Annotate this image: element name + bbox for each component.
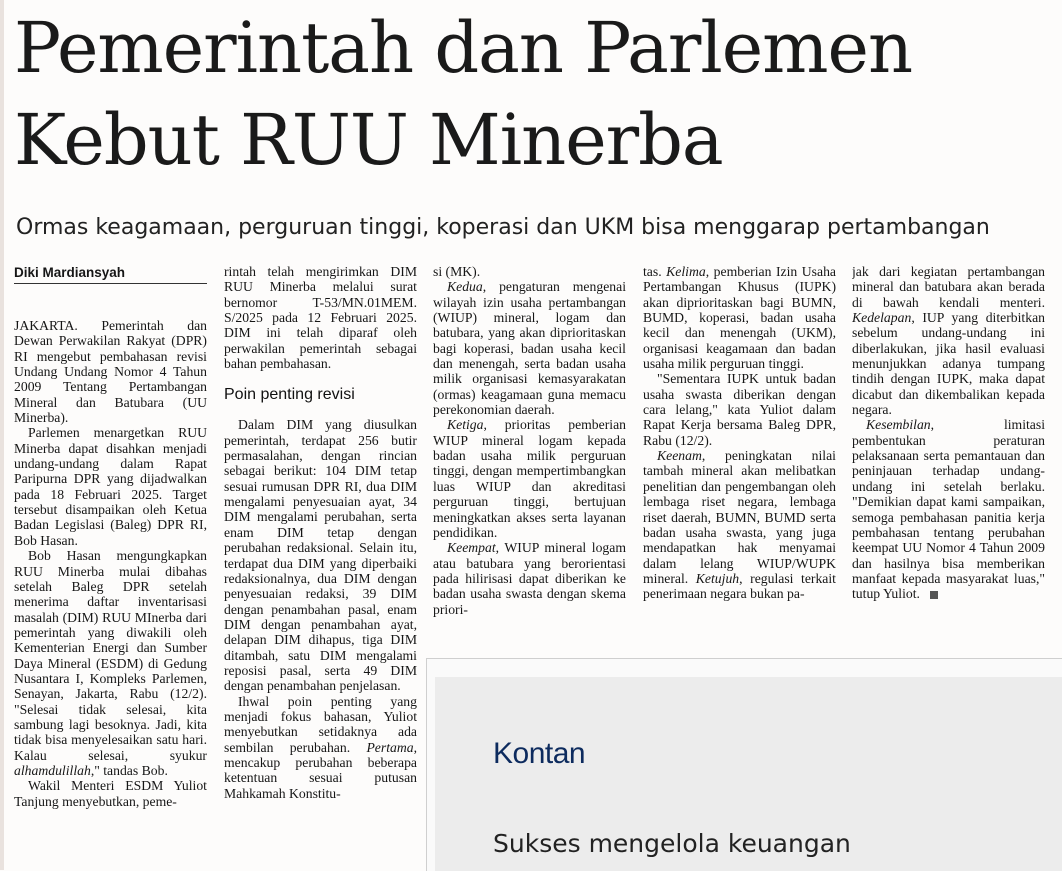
ad-panel: [435, 677, 1062, 871]
paragraph: JAKARTA. Pemerintah dan Dewan Perwakilan Rakyat (DPR) RI mengebut pembahasan revisi Undang Undang Nomor 4 Tahun 2009 Tentang Pertambangan Mineral dan Batubara (UU Minerba).: [14, 318, 207, 426]
subheadline: Ormas keagamaan, perguruan tinggi, koperasi dan UKM bisa menggarap pertambangan: [16, 215, 990, 240]
text-run: tas.: [643, 264, 667, 279]
italic-term: Ketiga: [447, 417, 484, 433]
headline: [14, 2, 1054, 186]
italic-term: Ketujuh: [695, 570, 740, 586]
paragraph: Wakil Menteri ESDM Yuliot Tanjung menyebutkan, peme-: [14, 778, 207, 809]
headline-line-2: Kebut RUU Minerba: [14, 99, 723, 181]
italic-term: Kedua: [447, 279, 483, 295]
italic-term: Kelima: [666, 264, 706, 279]
paragraph: si (MK).: [433, 264, 481, 279]
text-run: Bob Hasan mengungkapkan RUU Minerba mulai dibahas setelah Baleg DPR setelah menerima daftar inventarisasi masalah (DIM) RUU MInerba dari pemerintah yang diwakili oleh Kementerian Energi dan Sumber Daya Mineral (ESDM) di Gedung Nusantara I, Kompleks Parlemen, Senayan, Jakarta, Rabu (12/2). "Selesai tidak selesai, kita sambung lagi besoknya. Jadi, kita tidak bisa menyelesaikan satu hari. Kalau selesai, syukur: [14, 548, 207, 763]
text-run: , IUP yang diterbitkan sebelum undang-undang ini diberlakukan, jika hasil evaluasi menunjukkan adanya tumpang tindih dengan IUPK, maka dapat dicabut dan dikembalikan kepada negara.: [852, 310, 1045, 418]
paragraph: Parlemen menargetkan RUU Minerba dapat disahkan menjadi undang-undang dalam Rapat Paripurna DPR yang dijadwalkan pada 18 Februari 2025. Target tersebut disampaikan oleh Ketua Badan Legislasi (Baleg) DPR RI, Bob Hasan.: [14, 425, 207, 548]
italic-term: Pertama: [366, 739, 414, 755]
paragraph: "Sementara IUPK untuk badan usaha swasta diberikan dengan cara lelang," kata Yuliot dalam Rapat Kerja bersama Baleg DPR, Rabu (12/2).: [643, 371, 836, 448]
text-run: , WIUP mineral logam atau batubara yang berorientasi pada hilirisasi dapat diberikan ke badan usaha swasta dengan skema priori-: [433, 540, 626, 617]
paragraph: [643, 264, 836, 371]
article-column-1: [14, 264, 207, 870]
italic-term: Kesembilan: [866, 417, 931, 433]
paragraph: [433, 417, 626, 540]
italic-term: Kedelapan: [852, 310, 912, 326]
paragraph: [433, 540, 626, 617]
text-run: Ihwal poin penting yang menjadi fokus bahasan, Yuliot menyebutkan setidaknya ada sembilan perubahan.: [224, 693, 417, 755]
paragraph: [433, 279, 626, 417]
kontan-logo: Kontan: [493, 737, 586, 770]
text-run: , mencakup perubahan beberapa ketentuan sesuai putusan Mahkamah Konstitu-: [224, 739, 417, 801]
paragraph: [852, 417, 1045, 601]
ad-tagline: Sukses mengelola keuangan: [493, 829, 851, 858]
paragraph: [643, 448, 836, 601]
byline: Diki Mardiansyah: [14, 264, 207, 284]
paragraph: [852, 264, 1045, 417]
text-run: , prioritas pemberian WIUP mineral logam kepada badan usaha milik perguruan tinggi, dengan mempertimbangkan luas WIUP dan akreditasi perguruan tinggi, bertujuan meningkatkan akses serta layanan pendidikan.: [433, 417, 626, 540]
paragraph: Dalam DIM yang diusulkan pemerintah, terdapat 256 butir permasalahan, dengan rincian sebagai berikut: 104 DIM tetap sesuai rumusan DPR RI, dua DIM mengalami penyesuaian ayat, 34 DIM mengalami perubahan, serta enam DIM tetap dengan perubahan redaksional. Selain itu, terdapat dua DIM yang diperbaiki redaksionalnya, dua DIM dengan penyesuaian redaksi, 39 DIM dengan penambahan pasal, enam DIM dengan penambahan ayat, delapan DIM dihapus, tiga DIM ditambah, satu DIM mengalami reposisi pasal, serta 49 DIM dengan penambahan penjelasan.: [224, 417, 417, 694]
end-mark-icon: [930, 591, 938, 599]
advertisement[interactable]: [426, 658, 1062, 871]
paragraph: [224, 694, 417, 801]
text-run: , limitasi pembentukan peraturan pelaksanaan serta pemantauan dan peninjauan terhadap undang-undang ini setelah berlaku. "Demikian dapat kami sampaikan, semoga pembahasan panitia kerja pembahasan tentang perubahan keempat UU Nomor 4 Tahun 2009 dan hasilnya bisa memberikan manfaat kepada masyarakat luas," tutup Yuliot.: [852, 417, 1045, 602]
paragraph: rintah telah mengirimkan DIM RUU Minerba melalui surat bernomor T-53/MN.01MEM. S/2025 pada 12 Februari 2025. DIM ini telah diparaf oleh perwakilan pemerintah sebagai bahan pembahasan.: [224, 264, 417, 372]
paragraph: [14, 548, 207, 778]
italic-term: Keempat: [447, 540, 496, 556]
text-run: , regulasi terkait penerimaan negara bukan pa-: [643, 570, 836, 602]
section-heading: Poin penting revisi: [224, 386, 355, 404]
article-column-2: [224, 264, 417, 870]
headline-line-1: Pemerintah dan Parlemen: [14, 7, 913, 89]
text-run: jak dari kegiatan pertambangan mineral dan batubara akan berada di bawah kendali menteri.: [852, 264, 1045, 310]
page-edge-strip: [0, 0, 4, 870]
text-run: , pemberian Izin Usaha Pertambangan Khusus (IUPK) akan diprioritaskan bagi BUMN, BUMD, koperasi, badan usaha kecil dan menengah (UKM), organisasi keagamaan dan badan usaha milik perguruan tinggi.: [643, 264, 836, 372]
italic-term: Keenam: [657, 448, 702, 464]
text-run: , peningkatan nilai tambah mineral akan melibatkan penelitian dan pengembangan oleh lembaga riset negara, lembaga riset daerah, BUMN, BUMD serta badan usaha swasta, yang juga mendapatkan hak menyamai dalam lelang WIUP/WUPK mineral.: [643, 448, 836, 586]
text-run: ," tandas Bob.: [90, 762, 168, 778]
italic-term: alhamdulillah: [14, 762, 91, 778]
text-run: , pengaturan mengenai wilayah izin usaha pertambangan (WIUP) mineral, logam dan batubara, yang akan diprioritaskan bagi koperasi, badan usaha kecil dan menengah, serta badan usaha milik organisasi kemasyarakatan (ormas) keagamaan guna memacu perekonomian daerah.: [433, 279, 626, 418]
